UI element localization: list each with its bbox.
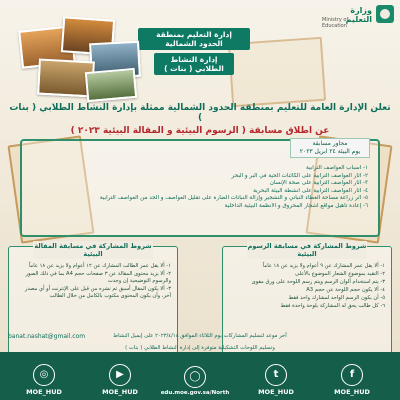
article-conditions-list (15, 263, 171, 300)
youtube-icon: ▶ (109, 364, 131, 386)
submission-info (8, 333, 392, 351)
condition-item: ٥- أن يكون الرسم الواحد لمشارك واحد فقط (288, 295, 385, 301)
axis-item: ٤- آثار العواصف الترابية على أنشطة البيئة البحرية (253, 187, 368, 194)
ministry-logo (322, 4, 394, 30)
contest-axes-box (20, 139, 380, 237)
social-label: MOE_HUD (26, 388, 62, 396)
condition-item: ١- ألا يقل عمر المشارك عن ٩ أعوام ولا يزيد عن ١٨ عاماً (262, 263, 385, 269)
contest-title: عن اطلاق مسابقة ( الرسوم البيئية و المقالة البيئية ٢٠٢٣ ) (70, 126, 330, 136)
twitter-icon: t (265, 364, 287, 386)
ministry-name-ar: وزارة التعليم (345, 6, 372, 24)
social-website[interactable] (160, 366, 230, 396)
condition-item: ١- ألا يقل عمر الطالب المشارك عن ١٢ أعوام ولا يزيد عن ١٨ عاماً (28, 263, 171, 269)
axis-item: ٥- أثر زراعة مساحة الغطاء النباتي و التشجير وإزالة النباتات الضارة على تقليل العواصف و الحد من العواصف الترابية (99, 195, 368, 202)
announcement-headline (6, 103, 394, 136)
contact-email[interactable]: banat.nashat@gmail.com (8, 333, 86, 340)
condition-item: ٤- ألا يكون حجم اللوحة عن حجم A3 (306, 287, 385, 293)
social-instagram[interactable] (14, 364, 74, 396)
condition-item: ٣- ألا يكون المقال أسبق تم نشره من قبل على الإنترنت أو أي مصدر آخر، وأن يكون المحتوى مكتوب بالكامل من خلال الطالب (24, 286, 171, 299)
submission-deadline: آخر موعد لتسليم المشاركات يوم الثلاثاء الموافق ٢٠٢٣/٤/١٨ على إيميل النشاط (113, 333, 287, 339)
axes-title: محاور مسابقة (312, 140, 348, 147)
article-conditions-title: شروط المشاركة في مسابقة المقالة البيئية (34, 242, 152, 258)
social-youtube[interactable] (90, 364, 150, 396)
axis-item: ٢- آثار العواصف الترابية على الكائنات الحية في البر و البحر (231, 172, 368, 179)
instagram-icon: ◎ (33, 364, 55, 386)
social-label: MOE_HUD (258, 388, 294, 396)
condition-item: ٢- التقيد بموضوع الشعار الموضوع بالأعلى (295, 271, 385, 277)
social-footer (0, 352, 400, 400)
organization-title (138, 28, 250, 78)
photo-landscape (85, 68, 137, 102)
social-facebook[interactable] (322, 364, 382, 396)
social-twitter[interactable] (246, 364, 306, 396)
axes-list (32, 165, 368, 211)
announcement-text: تعلن الإدارة العامة للتعليم بمنطقة الحدود الشمالية ممثلة بإدارة النشاط الطلابي ( بنات ) (9, 103, 391, 123)
submission-delivery: وتسليم اللوحات التشكيلية متوفرة إلى إدارة النشاط الطلابي ( بنات ) (125, 345, 275, 351)
axis-item: ١- أسباب العواصف الترابية (305, 165, 368, 171)
photo-collage (20, 18, 140, 98)
condition-item: ٢- ألا يزيد محتوى المقالة عن ٣ صفحات حجم A4 بما في ذلك الصور والرسوم التوضيحية إن وجدت (25, 271, 171, 284)
facebook-icon: f (341, 364, 363, 386)
social-label: MOE_HUD (102, 388, 138, 396)
ministry-logo-icon (376, 5, 394, 23)
axes-tag (290, 138, 370, 158)
social-label: edu.moe.gov.sa/North (160, 390, 230, 396)
axes-date: يوم البيئة ٢٤ ابريل ٢٠٢٣ (299, 148, 361, 155)
globe-icon: ◯ (184, 366, 206, 388)
org-line-2: إدارة النشاط الطلابي ( بنات ) (154, 53, 233, 75)
condition-item: ٣- يتم استخدام ألوان الرسم ويتم رسم اللوحة على ورق مقوى (251, 279, 385, 285)
ministry-name-en: Ministry of Education (322, 17, 349, 29)
social-label: MOE_HUD (334, 388, 370, 396)
axis-item: ٦- إعادة تأهيل مواقع أشجار المحروق و الأنظمة البيئية الداخلية (224, 202, 368, 209)
org-line-1: إدارة التعليم بمنطقة الحدود الشمالية (138, 28, 250, 50)
condition-item: ٦- كل طالب يحق له المشاركة بلوحة واحدة فقط (280, 303, 385, 309)
drawing-conditions-title: شروط المشاركة في مسابقة الرسوم البيئية (247, 242, 367, 258)
drawing-conditions-list (229, 263, 385, 310)
axis-item: ٣- آثار العواصف الترابية على صحة الإنسان (269, 180, 368, 187)
